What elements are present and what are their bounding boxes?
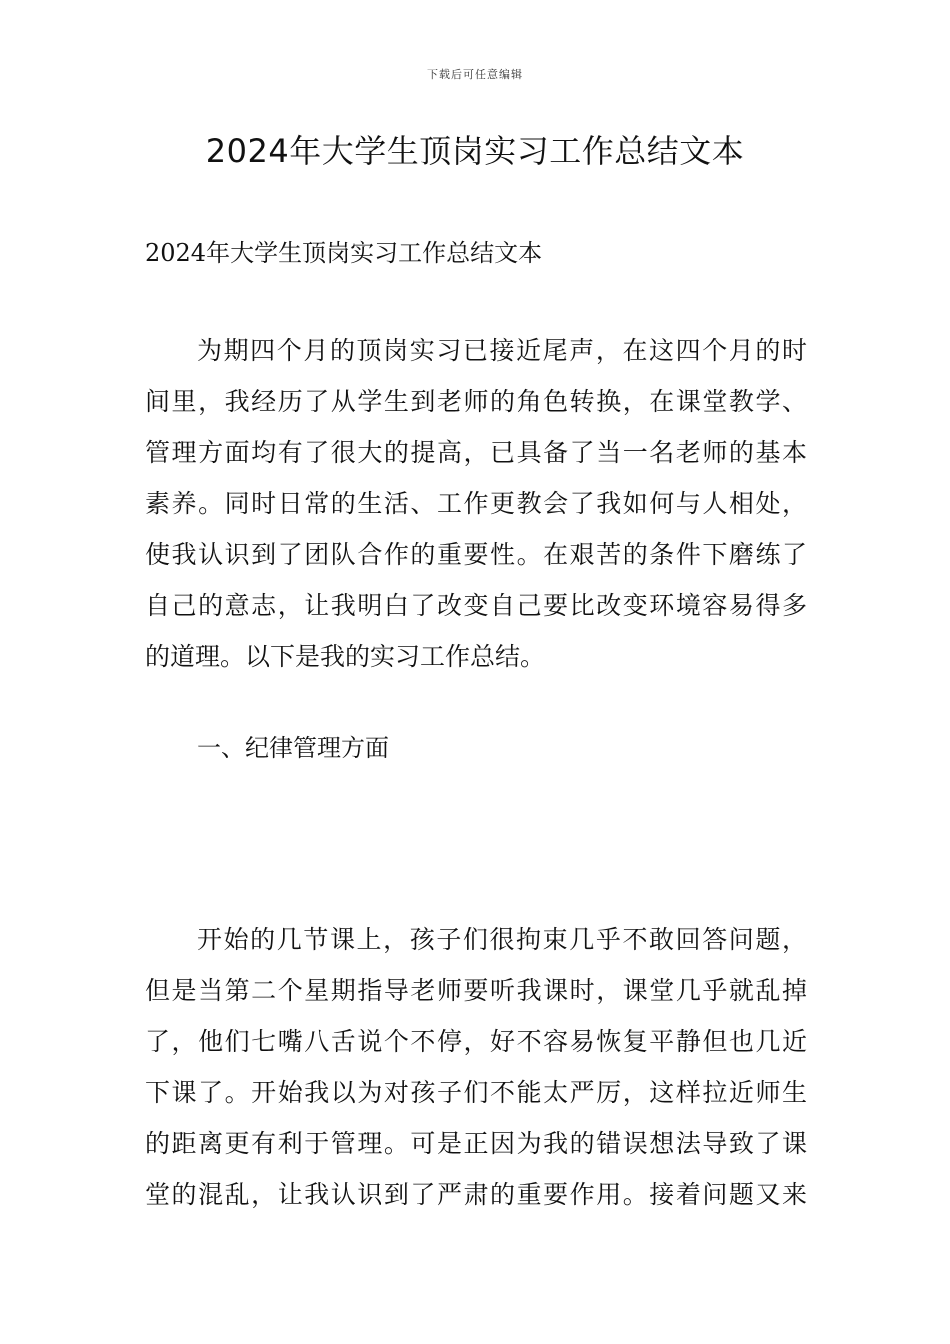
paragraph-line: 管理方面均有了很大的提高，已具备了当一名老师的基本 bbox=[145, 438, 807, 467]
paragraph-line: 为期四个月的顶岗实习已接近尾声，在这四个月的时 bbox=[197, 336, 807, 365]
paragraph-line: 素养。同时日常的生活、工作更教会了我如何与人相处， bbox=[145, 489, 807, 518]
paragraph-line: 但是当第二个星期指导老师要听我课时，课堂几乎就乱掉 bbox=[145, 976, 807, 1005]
section-heading-discipline: 一、纪律管理方面 bbox=[197, 734, 389, 762]
paragraph-line: 的道理。以下是我的实习工作总结。 bbox=[145, 642, 546, 671]
paragraph-line: 使我认识到了团队合作的重要性。在艰苦的条件下磨练了 bbox=[145, 540, 807, 569]
paragraph-line: 了，他们七嘴八舌说个不停，好不容易恢复平静但也几近 bbox=[145, 1027, 807, 1056]
paragraph-line: 开始的几节课上，孩子们很拘束几乎不敢回答问题， bbox=[197, 925, 807, 954]
paragraph-intro bbox=[145, 325, 807, 682]
document-title: 2024年大学生顶岗实习工作总结文本 bbox=[205, 132, 745, 170]
paragraph-discipline bbox=[145, 914, 807, 1220]
document-subtitle: 2024年大学生顶岗实习工作总结文本 bbox=[145, 239, 543, 267]
paragraph-line: 间里，我经历了从学生到老师的角色转换，在课堂教学、 bbox=[145, 387, 807, 416]
paragraph-line: 下课了。开始我以为对孩子们不能太严厉，这样拉近师生 bbox=[145, 1078, 807, 1107]
paragraph-line: 堂的混乱，让我认识到了严肃的重要作用。接着问题又来 bbox=[145, 1180, 807, 1209]
paragraph-line: 自己的意志，让我明白了改变自己要比改变环境容易得多 bbox=[145, 591, 807, 620]
paragraph-line: 的距离更有利于管理。可是正因为我的错误想法导致了课 bbox=[145, 1129, 807, 1158]
header-note: 下载后可任意编辑 bbox=[427, 68, 523, 81]
